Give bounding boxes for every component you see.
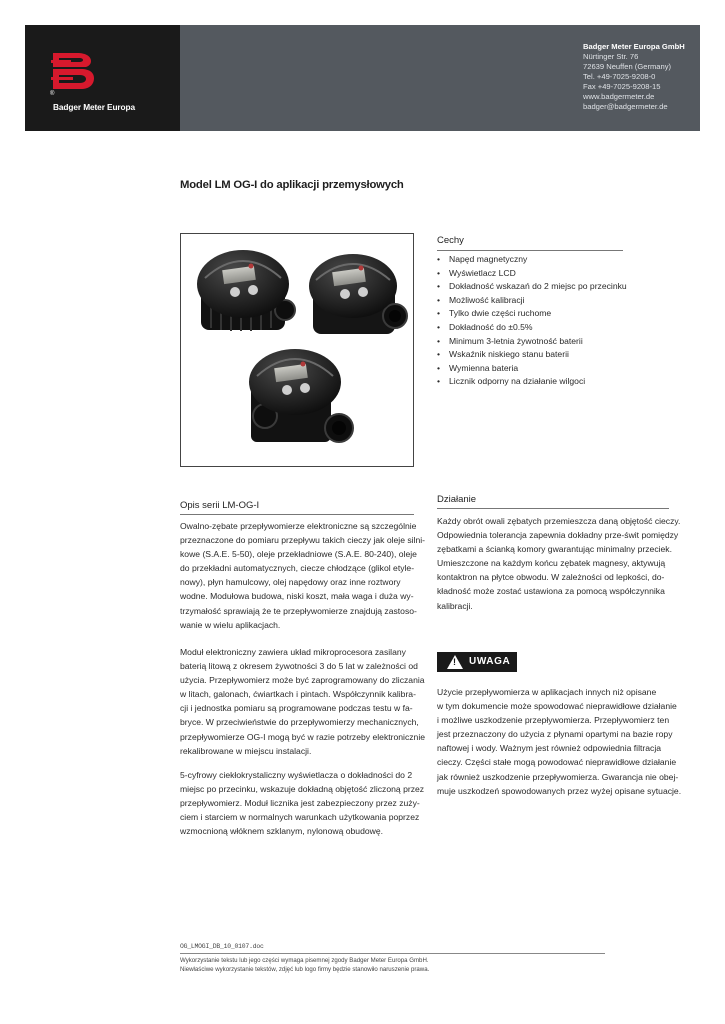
- text-line: użycia. Przepływomierz może być zaprogramowany do zliczania: [180, 675, 425, 686]
- document-id: OG_LMOGI_DB_10_0107.doc: [180, 943, 264, 950]
- address-phone: Tel. +49-7025-9208-0: [583, 72, 656, 81]
- badger-meter-logo-icon: [51, 51, 95, 91]
- bullet: •: [437, 335, 441, 346]
- registered-mark: ®: [50, 91, 55, 97]
- warning-label: UWAGA: [469, 656, 511, 667]
- address-city: 72639 Neuffen (Germany): [583, 62, 672, 71]
- logo-text: Badger Meter Europa: [53, 102, 136, 112]
- bullet: •: [437, 281, 441, 292]
- address-street: Nürtinger Str. 76: [583, 52, 639, 61]
- text-line: miejsc po przecinku, wskazuje dokładną objętość zliczoną przez: [180, 784, 425, 795]
- bullet: •: [437, 267, 441, 278]
- text-line: cji i jednostka pomiaru są programowane podczas testu w fa-: [180, 703, 413, 714]
- list-item: [437, 294, 627, 308]
- feature-text: Wyświetlacz LCD: [449, 267, 516, 278]
- list-item: [437, 375, 627, 389]
- list-item: [437, 335, 627, 349]
- warning-paragraph: [437, 685, 681, 798]
- feature-text: Możliwość kalibracji: [449, 294, 525, 305]
- warning-badge: [437, 652, 517, 672]
- text-line: zębatkami a ścianką komory gwarantując minimalny przeciek.: [437, 544, 672, 555]
- bullet: •: [437, 308, 441, 319]
- text-line: Odpowiednia tolerancja zapewnia dokładny prze-świt pomiędzy: [437, 530, 679, 541]
- text-line: Każdy obrót owali zębatych przemieszcza daną objętość cieczy.: [437, 516, 681, 526]
- product-photo: [180, 233, 414, 467]
- address-website[interactable]: www.badgermeter.de: [583, 92, 655, 101]
- list-item: [437, 362, 627, 376]
- series-heading: Opis serii LM-OG-I: [180, 500, 260, 511]
- operation-divider: [437, 508, 669, 509]
- feature-text: Licznik odporny na działanie wilgoci: [449, 376, 586, 387]
- text-line: kontaktron na płytce obwodu. W zależności od lepkości, do-: [437, 572, 665, 583]
- series-divider: [180, 514, 414, 515]
- text-line: kowe (S.A.E. 5-50), oleje przekładniowe (S.A.E. 80-240), oleje: [180, 549, 417, 560]
- list-item: [437, 280, 627, 294]
- text-line: jest przeznaczony do użycia z płynami opartymi na bazie ropy: [437, 729, 673, 740]
- text-line: Moduł elektroniczny zawiera układ mikroprocesora zasilany: [180, 647, 406, 657]
- text-line: nowy), płyn hamulcowy, olej napędowy oraz inne roztwory: [180, 577, 401, 588]
- feature-text: Tylko dwie części ruchome: [449, 308, 552, 319]
- text-line: przepływomierze OG-I mogą być w razie potrzeby elektronicznie: [180, 731, 426, 742]
- list-item: [437, 267, 627, 281]
- series-paragraph-1: [180, 519, 425, 632]
- text-line: jak również uszkodzenie przepływomierza. Gwarancja nie obej-: [437, 771, 679, 782]
- text-line: naftowej i wody. Ważnym jest również odpowiednia filtracja: [437, 743, 662, 754]
- operation-heading: Działanie: [437, 494, 477, 505]
- company-address: [583, 42, 685, 112]
- footer-note-line: Wykorzystanie tekstu lub jego części wymaga pisemnej zgody Badger Meter Europa GmbH.: [180, 957, 429, 964]
- text-line: trzymałość sprawiają że te przepływomierze znajdują zastoso-: [180, 605, 417, 616]
- text-line: wzmocnioną włóknem szklanym, nylonową obudowę.: [180, 826, 384, 837]
- bullet: •: [437, 254, 441, 264]
- list-item: [437, 307, 627, 321]
- text-line: ciem i starciem w normalnych warunkach użytkowania poprzez: [180, 812, 420, 823]
- text-line: Owalno-zębate przepływomierze elektroniczne są szczególnie: [180, 521, 417, 531]
- address-fax: Fax +49-7025-9208-15: [583, 82, 661, 91]
- warning-symbol: !: [453, 657, 456, 667]
- text-line: przepływomierz. Moduł licznika jest zabezpieczony przez zuży-: [180, 798, 420, 809]
- flow-meters-photo-icon: [181, 234, 413, 466]
- text-line: wodne. Modułowa budowa, niski koszt, mała waga i duża wy-: [180, 591, 414, 602]
- text-line: rekalibrowane w miejscu instalacji.: [180, 745, 312, 756]
- text-line: i możliwe uszkodzenie przepływomierza. Przepływomierz ten: [437, 715, 670, 726]
- feature-text: Dokładność do ±0.5%: [449, 321, 533, 332]
- features-heading: Cechy: [437, 235, 464, 246]
- series-paragraph-3: [180, 768, 424, 838]
- text-line: przeznaczone do pomiaru przepływu takich cieczy jak oleje silni-: [180, 535, 426, 546]
- text-line: kalibracji.: [437, 600, 473, 611]
- feature-text: Dokładność wskazań do 2 miejsc po przecinku: [449, 281, 627, 292]
- footer-note-line: Niewłaściwe wykorzystanie tekstów, zdjęć lub logo firmy będzie stanowiło naruszenie prawa.: [180, 966, 430, 973]
- company-logo: [25, 25, 180, 131]
- feature-text: Napęd magnetyczny: [449, 254, 528, 264]
- text-line: Użycie przepływomierza w aplikacjach innych niż opisane: [437, 687, 657, 697]
- text-line: wanie w wielu aplikacjach.: [180, 619, 281, 630]
- address-company: Badger Meter Europa GmbH: [583, 42, 685, 51]
- features-list: [437, 253, 627, 389]
- bullet: •: [437, 321, 441, 332]
- feature-text: Wskaźnik niskiego stanu baterii: [449, 349, 569, 360]
- text-line: cieczy. Części stałe mogą powodować nieprawidłowe działanie: [437, 757, 677, 768]
- address-email[interactable]: badger@badgermeter.de: [583, 102, 668, 111]
- features-divider: [437, 250, 623, 251]
- text-line: w tym dokumencie może spowodować nieprawidłowe działanie: [437, 701, 677, 712]
- text-line: 5-cyfrowy ciekłokrystaliczny wyświetlacza o dokładności do 2: [180, 770, 413, 780]
- text-line: baterią litową z okresem żywotności 3 do 5 lat w zależności od: [180, 661, 418, 672]
- feature-text: Wymienna bateria: [449, 362, 519, 373]
- footer-notes: [180, 956, 429, 974]
- footer-divider: [180, 953, 605, 954]
- text-line: bryce. W przeciwieństwie do przepływomierzy mechanicznych,: [180, 717, 419, 728]
- text-line: Umieszczone na każdym końcu zębatek magnesy, aktywują: [437, 558, 666, 569]
- text-line: kładność może zostać ustawiona za pomocą współczynnika: [437, 586, 665, 597]
- feature-text: Minimum 3-letnia żywotność baterii: [449, 335, 583, 346]
- list-item: [437, 348, 627, 362]
- page-title: Model LM OG-I do aplikacji przemysłowych: [180, 179, 404, 191]
- text-line: muje uszkodzeń spowodowanych przez wyżej opisane sytuacje.: [437, 785, 682, 796]
- text-line: do przekładni automatycznych, ciecze chłodzące (glikol etyle-: [180, 563, 415, 574]
- bullet: •: [437, 349, 441, 360]
- bullet: •: [437, 362, 441, 373]
- bullet: •: [437, 294, 441, 305]
- series-paragraph-2: [180, 645, 425, 758]
- text-line: w litach, galonach, ćwiartkach i pintach. Współczynnik kalibra-: [180, 689, 416, 700]
- list-item: [437, 321, 627, 335]
- list-item: [437, 253, 627, 267]
- operation-paragraph: [437, 514, 680, 613]
- bullet: •: [437, 376, 441, 387]
